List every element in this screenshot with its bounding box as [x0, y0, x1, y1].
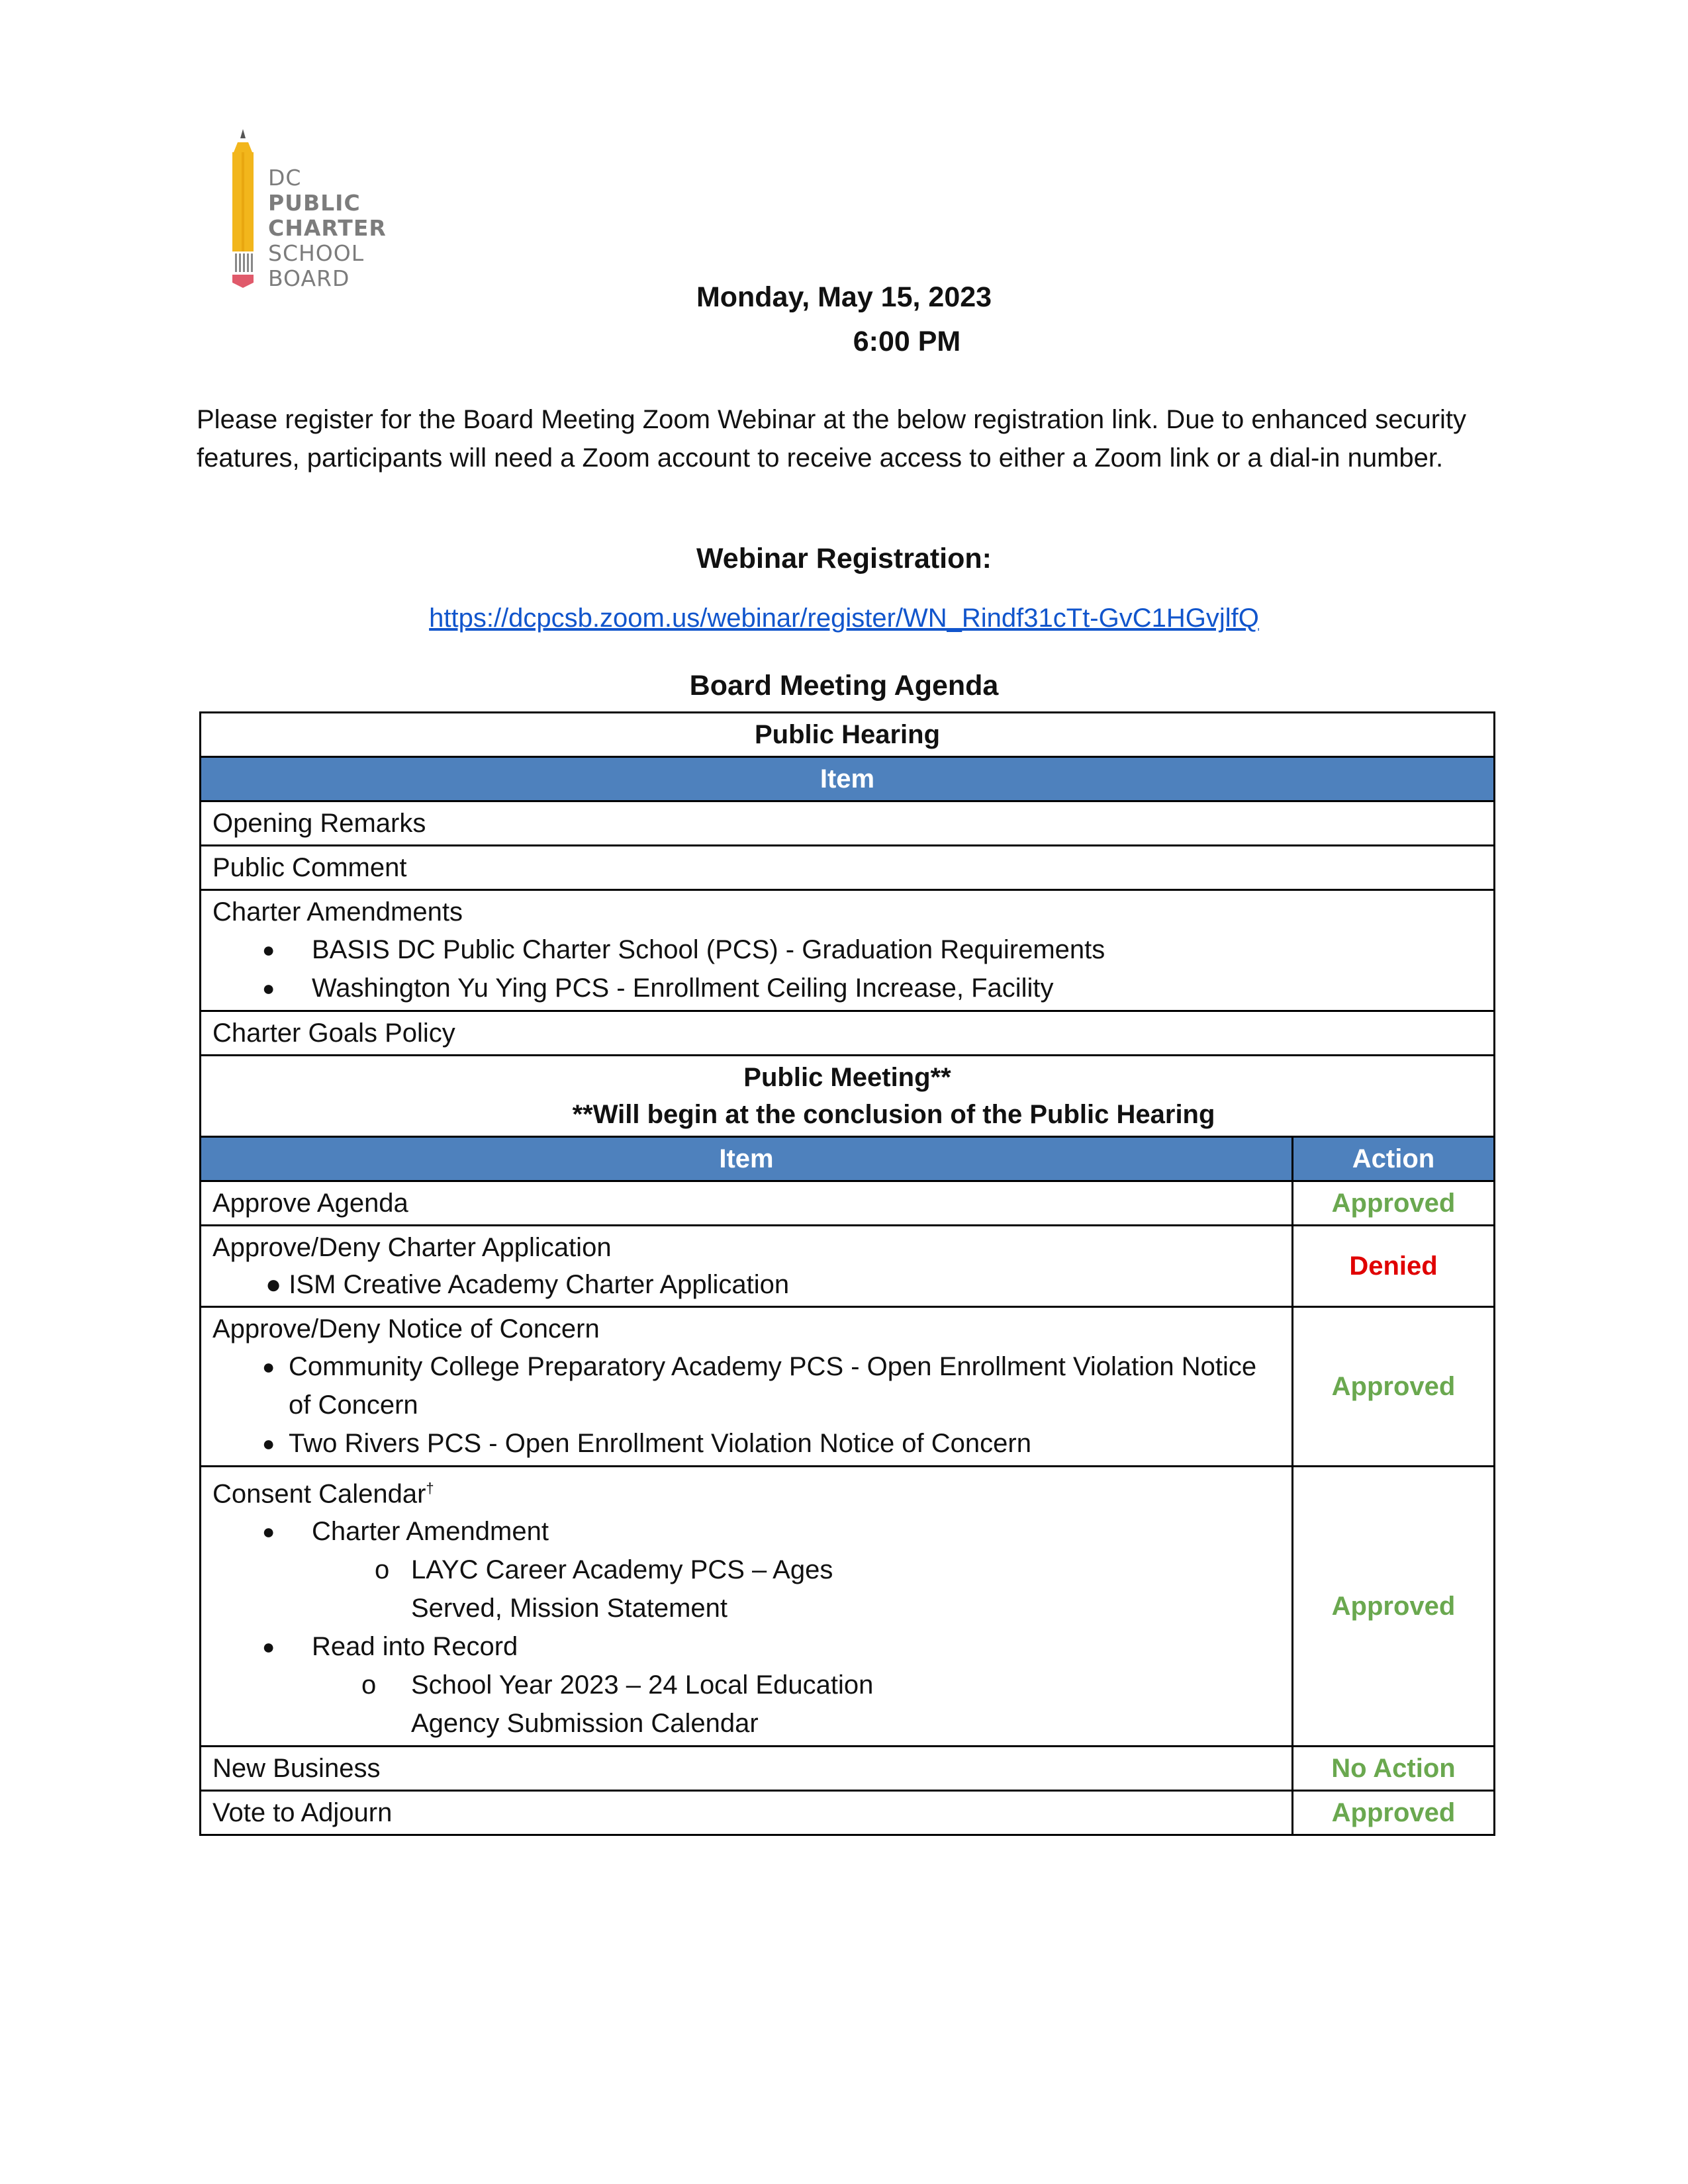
agenda-item: Charter Amendments — [212, 897, 463, 927]
table-row — [201, 846, 1495, 890]
meeting-time: 6:00 PM — [853, 326, 961, 357]
logo-line: CHARTER — [268, 215, 387, 241]
section-row — [201, 713, 1495, 757]
public-hearing-title: Public Hearing — [201, 713, 1495, 757]
bullet-list — [212, 931, 1482, 1007]
action-status: Approved — [1293, 1307, 1495, 1467]
table-row — [201, 890, 1495, 1011]
table-row — [201, 1467, 1495, 1747]
table-row — [201, 1307, 1495, 1467]
agenda-item: New Business — [201, 1747, 1293, 1791]
agenda-item-cell — [201, 890, 1495, 1011]
list-item: ● Charter Amendment — [212, 1512, 1280, 1551]
table-row — [201, 1747, 1495, 1791]
logo-line: BOARD — [268, 265, 350, 291]
agenda-title: Board Meeting Agenda — [689, 670, 999, 702]
public-meeting-title: Public Meeting** — [743, 1063, 951, 1092]
logo-line: PUBLIC — [268, 190, 361, 216]
column-header-row — [201, 757, 1495, 801]
pencil-icon — [228, 129, 268, 291]
item-column-header: Item — [201, 757, 1495, 801]
agenda-item: Consent Calendar — [212, 1479, 426, 1509]
table-row — [201, 1791, 1495, 1835]
bullet-list — [212, 1347, 1280, 1463]
item-column-header: Item — [201, 1137, 1293, 1181]
list-item: ● Washington Yu Ying PCS - Enrollment Ceiling Increase, Facility — [212, 969, 1482, 1007]
action-status: Approved — [1293, 1467, 1495, 1747]
sub-list-item-text: LAYC Career Academy PCS – Ages Served, Mission Statement — [411, 1555, 833, 1623]
sub-list — [212, 1551, 1280, 1627]
list-item: ● Two Rivers PCS - Open Enrollment Violation Notice of Concern — [212, 1424, 1280, 1463]
bullet-list — [212, 1512, 1280, 1551]
table-row — [201, 1226, 1495, 1307]
agenda-table — [199, 711, 1495, 1836]
sub-bullet-marker: o — [375, 1555, 390, 1585]
sub-list-item-text: School Year 2023 – 24 Local Education Agency Submission Calendar — [411, 1670, 874, 1739]
list-item: ● BASIS DC Public Charter School (PCS) - Graduation Requirements — [212, 931, 1482, 969]
webinar-registration-link[interactable]: https://dcpcsb.zoom.us/webinar/register/WN_Rindf31cTt-GvC1HGvjlfQ — [429, 604, 1259, 633]
agenda-item-cell — [201, 1467, 1293, 1747]
agenda-item: Vote to Adjourn — [201, 1791, 1293, 1835]
list-item: ● ISM Creative Academy Charter Application — [265, 1270, 790, 1299]
logo-wordmark — [268, 165, 387, 291]
agenda-item-title — [212, 1470, 1280, 1512]
column-header-row — [201, 1137, 1495, 1181]
action-status: Approved — [1293, 1791, 1495, 1835]
list-item: ● Read into Record — [212, 1627, 1280, 1666]
table-row — [201, 1011, 1495, 1056]
agenda-item: Charter Goals Policy — [201, 1011, 1495, 1056]
logo-line: SCHOOL — [268, 240, 365, 266]
action-column-header: Action — [1293, 1137, 1495, 1181]
agenda-item: Public Comment — [201, 846, 1495, 890]
sub-list-item — [212, 1551, 874, 1627]
agenda-item: Approve Agenda — [201, 1181, 1293, 1226]
public-meeting-subtitle: **Will begin at the conclusion of the Public Hearing — [572, 1100, 1215, 1129]
agenda-item: Approve/Deny Charter Application — [212, 1233, 612, 1262]
dc-pcsb-logo — [228, 129, 400, 291]
public-meeting-title-cell — [201, 1056, 1495, 1137]
webinar-link-row — [0, 604, 1688, 633]
action-status: Denied — [1293, 1226, 1495, 1307]
sub-list — [212, 1666, 1280, 1743]
webinar-heading: Webinar Registration: — [696, 543, 992, 574]
table-row — [201, 1181, 1495, 1226]
table-row — [201, 801, 1495, 846]
agenda-item: Opening Remarks — [201, 801, 1495, 846]
action-status: No Action — [1293, 1747, 1495, 1791]
agenda-item: Approve/Deny Notice of Concern — [212, 1314, 600, 1343]
dagger-footnote-mark: † — [426, 1480, 434, 1496]
action-status: Approved — [1293, 1181, 1495, 1226]
section-row — [201, 1056, 1495, 1137]
meeting-date: Monday, May 15, 2023 — [696, 281, 992, 313]
logo-line: DC — [268, 165, 302, 191]
sub-bullet-marker: o — [361, 1670, 377, 1700]
agenda-item-cell — [201, 1226, 1293, 1307]
bullet-list — [212, 1627, 1280, 1666]
sub-list-item — [212, 1666, 874, 1743]
list-item: ● Community College Preparatory Academy PCS - Open Enrollment Violation Notice of Concern — [212, 1347, 1280, 1424]
intro-paragraph: Please register for the Board Meeting Zoom Webinar at the below registration link. Due to enhanced security features, participants will need a Zoom account to receive access to either a Zoom link or a dial-in number. — [197, 405, 1467, 473]
agenda-item-cell — [201, 1307, 1293, 1467]
